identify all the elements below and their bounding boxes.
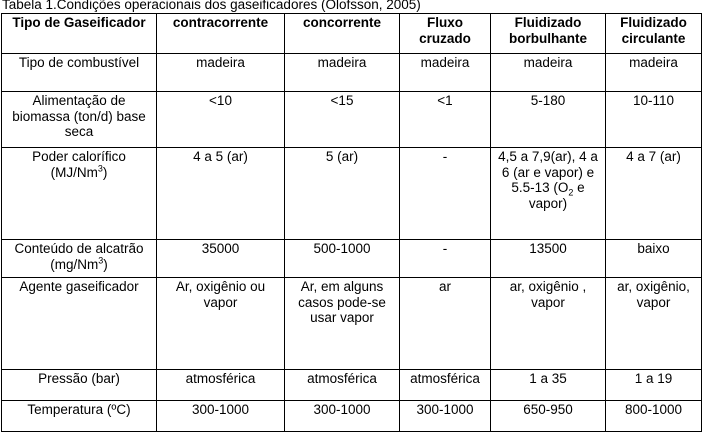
table-cell: 4 a 7 (ar) <box>606 148 702 240</box>
superscript: 3 <box>98 255 104 265</box>
table-cell: ar <box>400 278 491 370</box>
table-cell: ar, oxigênio , vapor <box>491 278 606 370</box>
header-countercurrent: contracorrente <box>157 14 285 54</box>
table-cell: 13500 <box>491 240 606 278</box>
table-cell: 10-110 <box>606 92 702 148</box>
cell-text: 4,5 a 7,9(ar), 4 a 6 (ar e vapor) e 5.5-13 (O <box>498 149 598 195</box>
row-label: Tipo de combustível <box>2 54 157 92</box>
row-label-text: ) <box>102 164 108 180</box>
row-label: Alimentação de biomassa (ton/d) base seca <box>2 92 157 148</box>
table-cell: ar, oxigênio, vapor <box>606 278 702 370</box>
table-cell: <15 <box>285 92 400 148</box>
cell-text: e vapor) <box>528 180 585 211</box>
table-caption: Tabela 1.Condições operacionais dos gaseificadores (Olofsson, 2005) <box>2 0 421 12</box>
row-label-text: ) <box>103 256 108 272</box>
table-cell: 4 a 5 (ar) <box>157 148 285 240</box>
table-cell: baixo <box>606 240 702 278</box>
table-cell: <10 <box>157 92 285 148</box>
header-cocurrent: concorrente <box>285 14 400 54</box>
table-cell: - <box>400 240 491 278</box>
table-cell: - <box>400 148 491 240</box>
superscript: 3 <box>97 163 103 173</box>
row-label: Agente gaseificador <box>2 278 157 370</box>
table-cell: 500-1000 <box>285 240 400 278</box>
table-row-fuel-type <box>2 54 702 92</box>
row-label <box>2 148 157 240</box>
table-row-tar-content <box>2 240 702 278</box>
table-cell: 5-180 <box>491 92 606 148</box>
subscript: 2 <box>568 187 574 198</box>
table-cell: Ar, oxigênio ou vapor <box>157 278 285 370</box>
table-cell: 300-1000 <box>400 401 491 432</box>
table-row-heating-value <box>2 148 702 240</box>
table-cell: Ar, em alguns casos pode-se usar vapor <box>285 278 400 370</box>
table-cell: madeira <box>285 54 400 92</box>
table-cell: 1 a 35 <box>491 370 606 401</box>
table-cell: 650-950 <box>491 401 606 432</box>
table-cell: madeira <box>400 54 491 92</box>
table-cell: madeira <box>606 54 702 92</box>
row-label: Temperatura (ºC) <box>2 401 157 432</box>
table-cell: <1 <box>400 92 491 148</box>
table-header-row <box>2 14 702 54</box>
table-row-gasifying-agent <box>2 278 702 370</box>
table-cell: madeira <box>491 54 606 92</box>
table-cell: atmosférica <box>400 370 491 401</box>
header-gasifier-type: Tipo de Gaseificador <box>2 14 157 54</box>
table-cell: 300-1000 <box>157 401 285 432</box>
table-row-biomass-feed <box>2 92 702 148</box>
table-cell: atmosférica <box>157 370 285 401</box>
table-cell: 35000 <box>157 240 285 278</box>
gasifier-conditions-table <box>1 13 702 432</box>
table-cell <box>491 148 606 240</box>
row-label <box>2 240 157 278</box>
table-cell: madeira <box>157 54 285 92</box>
table-cell: 1 a 19 <box>606 370 702 401</box>
table-row-pressure <box>2 370 702 401</box>
header-circulating-fluidized: Fluidizado circulante <box>606 14 702 54</box>
header-bubbling-fluidized: Fluidizado borbulhante <box>491 14 606 54</box>
table-row-temperature <box>2 401 702 432</box>
row-label: Pressão (bar) <box>2 370 157 401</box>
table-cell: atmosférica <box>285 370 400 401</box>
header-crossflow: Fluxo cruzado <box>400 14 491 54</box>
row-label-text: Conteúdo de alcatrão (mg/Nm <box>14 241 144 272</box>
table-cell: 300-1000 <box>285 401 400 432</box>
table-cell: 5 (ar) <box>285 148 400 240</box>
table-cell: 800-1000 <box>606 401 702 432</box>
row-label-text: Poder calorífico (MJ/Nm <box>32 149 126 180</box>
